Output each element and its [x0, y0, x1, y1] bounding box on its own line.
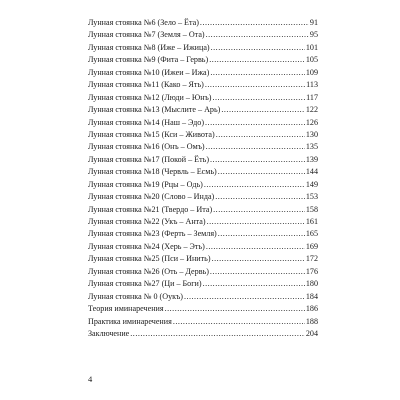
toc-entry	[88, 79, 318, 91]
toc-entry-page: 117	[306, 92, 318, 102]
toc-dot-leader	[200, 17, 309, 29]
toc-entry-title: Практика иминаречения	[88, 316, 172, 326]
toc-entry-title: Лунная стоянка №27 (Ци – Боги)	[88, 279, 202, 289]
toc-entry	[88, 241, 318, 253]
toc-entry-page: 186	[305, 304, 318, 314]
toc-entry	[88, 129, 318, 141]
toc-entry	[88, 228, 318, 240]
toc-entry-title: Лунная стоянка №11 (Како – Ять)	[88, 80, 204, 90]
toc-dot-leader	[218, 166, 305, 178]
toc-entry-page: 135	[305, 142, 318, 152]
toc-dot-leader	[213, 204, 305, 216]
toc-entry-page: 122	[305, 105, 318, 115]
toc-dot-leader	[210, 266, 305, 278]
toc-entry	[88, 29, 318, 41]
toc-entry	[88, 291, 318, 303]
toc-entry	[88, 67, 318, 79]
toc-dot-leader	[212, 92, 305, 104]
toc-entry-title: Лунная стоянка №23 (Ферть – Земля)	[88, 229, 217, 239]
toc-entry-title: Лунная стоянка №10 (Ижеи – Ижа)	[88, 67, 210, 77]
toc-entry	[88, 166, 318, 178]
toc-entry	[88, 92, 318, 104]
toc-dot-leader	[206, 29, 309, 41]
toc-entry	[88, 216, 318, 228]
toc-entry-page: 91	[309, 18, 318, 27]
toc-entry	[88, 179, 318, 191]
toc-dot-leader	[207, 216, 305, 228]
toc-entry-title: Лунная стоянка №19 (Рцы – Одь)	[88, 179, 203, 189]
toc-entry-title: Лунная стоянка №6 (Зело – Ёта)	[88, 18, 199, 27]
toc-entry-page: 101	[305, 42, 318, 52]
toc-entry-page: 184	[305, 291, 318, 301]
toc-entry-title: Лунная стоянка №8 (Иже – Ижица)	[88, 42, 210, 52]
toc-dot-leader	[221, 104, 304, 116]
toc-entry-page: 113	[306, 80, 318, 90]
toc-entry-page: 165	[305, 229, 318, 239]
toc-entry	[88, 117, 318, 129]
toc-entry	[88, 266, 318, 278]
table-of-contents	[88, 17, 318, 340]
toc-entry-title: Лунная стоянка №24 (Херь – Эть)	[88, 241, 205, 251]
toc-entry	[88, 316, 318, 328]
toc-dot-leader	[216, 129, 305, 141]
toc-dot-leader	[173, 316, 305, 328]
toc-entry	[88, 278, 318, 290]
toc-dot-leader	[212, 253, 305, 265]
toc-entry	[88, 303, 318, 315]
toc-dot-leader	[206, 241, 305, 253]
toc-entry-title: Лунная стоянка №13 (Мыслите – Арь)	[88, 105, 221, 115]
toc-entry-title: Заключение	[88, 328, 130, 338]
toc-entry-page: 105	[305, 55, 318, 65]
toc-entry-page: 188	[305, 316, 318, 326]
toc-entry	[88, 328, 318, 340]
toc-dot-leader	[210, 67, 305, 79]
toc-dot-leader	[204, 179, 305, 191]
toc-entry-title: Лунная стоянка №18 (Червль – Есмь)	[88, 167, 217, 177]
toc-dot-leader	[209, 54, 305, 66]
toc-entry	[88, 17, 318, 29]
toc-dot-leader	[184, 291, 305, 303]
toc-entry-page: 139	[305, 154, 318, 164]
toc-entry-page: 169	[305, 241, 318, 251]
toc-dot-leader	[210, 154, 305, 166]
page-number: 4	[88, 374, 93, 384]
toc-entry-title: Лунная стоянка №26 (Оть – Дервь)	[88, 266, 209, 276]
toc-entry-page: 149	[305, 179, 318, 189]
toc-entry	[88, 42, 318, 54]
toc-entry-title: Лунная стоянка №12 (Люди – Юнъ)	[88, 92, 212, 102]
toc-entry	[88, 141, 318, 153]
toc-dot-leader	[205, 117, 305, 129]
toc-dot-leader	[218, 228, 305, 240]
toc-entry-page: 95	[309, 30, 318, 40]
toc-entry-title: Теория иминаречения	[88, 304, 164, 314]
toc-entry-title: Лунная стоянка №22 (Укъ – Анта)	[88, 217, 206, 226]
toc-entry	[88, 253, 318, 265]
toc-entry-title: Лунная стоянка №20 (Слово – Инда)	[88, 192, 215, 202]
toc-entry-page: 144	[305, 167, 318, 177]
toc-entry-page: 126	[305, 117, 318, 127]
toc-entry-title: Лунная стоянка №15 (Кси – Живота)	[88, 129, 215, 139]
toc-entry	[88, 204, 318, 216]
toc-entry-page: 172	[305, 254, 318, 264]
toc-dot-leader	[205, 79, 305, 91]
toc-entry	[88, 104, 318, 116]
toc-entry-page: 153	[305, 192, 318, 202]
toc-entry-title: Лунная стоянка №25 (Пси – Инить)	[88, 254, 211, 264]
toc-entry-page: 109	[305, 67, 318, 77]
toc-entry-title: Лунная стоянка № 0 (Оукъ)	[88, 291, 183, 301]
toc-dot-leader	[130, 328, 305, 340]
toc-entry-page: 176	[305, 266, 318, 276]
toc-dot-leader	[215, 191, 305, 203]
toc-dot-leader	[211, 42, 305, 54]
toc-entry-page: 204	[305, 328, 318, 338]
toc-entry-title: Лунная стоянка №21 (Твердо – Ита)	[88, 204, 213, 214]
toc-entry	[88, 191, 318, 203]
toc-entry-page: 130	[305, 129, 318, 139]
toc-entry-title: Лунная стоянка №14 (Наш – Эдо)	[88, 117, 205, 127]
toc-entry	[88, 154, 318, 166]
toc-dot-leader	[206, 141, 305, 153]
toc-entry-title: Лунная стоянка №16 (Онъ – Омъ)	[88, 142, 205, 152]
toc-entry-title: Лунная стоянка №7 (Земля – Ота)	[88, 30, 205, 40]
toc-entry	[88, 54, 318, 66]
toc-entry-page: 158	[305, 204, 318, 214]
toc-dot-leader	[203, 278, 305, 290]
toc-entry-title: Лунная стоянка №9 (Фита – Гервь)	[88, 55, 209, 65]
toc-entry-title: Лунная стоянка №17 (Покой – Ёть)	[88, 154, 210, 164]
toc-entry-page: 180	[305, 279, 318, 289]
toc-dot-leader	[165, 303, 305, 315]
toc-entry-page: 161	[305, 217, 318, 226]
